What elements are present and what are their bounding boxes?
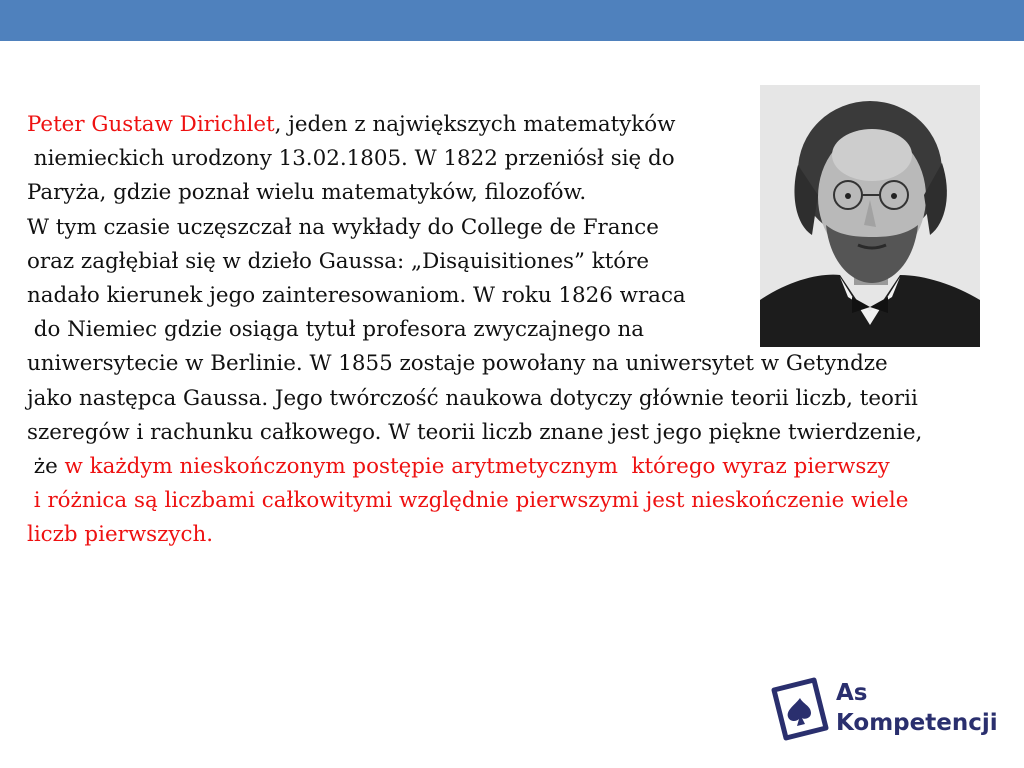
theorem-text-3: liczb pierwszych. xyxy=(27,522,214,548)
bio-line-6: nadało kierunek jego zainteresowaniom. W roku 1826 wraca xyxy=(27,283,686,309)
portrait-photo-icon xyxy=(760,85,980,347)
logo-wordmark xyxy=(836,678,998,738)
bio-line-4: W tym czasie uczęszczał na wykłady do College de France xyxy=(27,214,659,240)
bio-line-3: Paryża, gdzie poznał wielu matematyków, filozofów. xyxy=(27,180,587,206)
logo-line-1: As xyxy=(836,680,868,706)
as-kompetencji-logo xyxy=(770,676,1005,746)
bio-line-8: uniwersytecie w Berlinie. W 1855 zostaje powołany na uniwersytet w Getyndze xyxy=(27,351,888,377)
header-bar xyxy=(0,0,1024,41)
theorem-text-1: w każdym nieskończonym postępie arytmetycznym którego wyraz pierwszy xyxy=(64,454,890,480)
person-name: Peter Gustaw Dirichlet xyxy=(27,112,275,137)
bio-line-11 xyxy=(27,450,1024,484)
bio-line-11-prefix: że xyxy=(27,454,65,480)
bio-line-1-rest: , jeden z największych matematyków xyxy=(274,112,676,137)
bio-line-5: oraz zagłębiał się w dzieło Gaussa: „Disąuisitiones” które xyxy=(27,248,650,274)
theorem-text-2: i różnica są liczbami całkowitymi względnie pierwszymi jest nieskończenie wiele xyxy=(27,488,909,514)
logo-line-2: Kompetencji xyxy=(836,710,998,736)
bio-line-10: szeregów i rachunku całkowego. W teorii liczb znane jest jego piękne twierdzenie, xyxy=(27,419,923,445)
card-spade-icon xyxy=(770,676,830,742)
bio-line-2: niemieckich urodzony 13.02.1805. W 1822 przeniósł się do xyxy=(27,146,675,172)
bio-line-9: jako następca Gaussa. Jego twórczość naukowa dotyczy głównie teorii liczb, teorii xyxy=(27,385,918,411)
bio-line-7: do Niemiec gdzie osiąga tytuł profesora zwyczajnego na xyxy=(27,317,645,343)
